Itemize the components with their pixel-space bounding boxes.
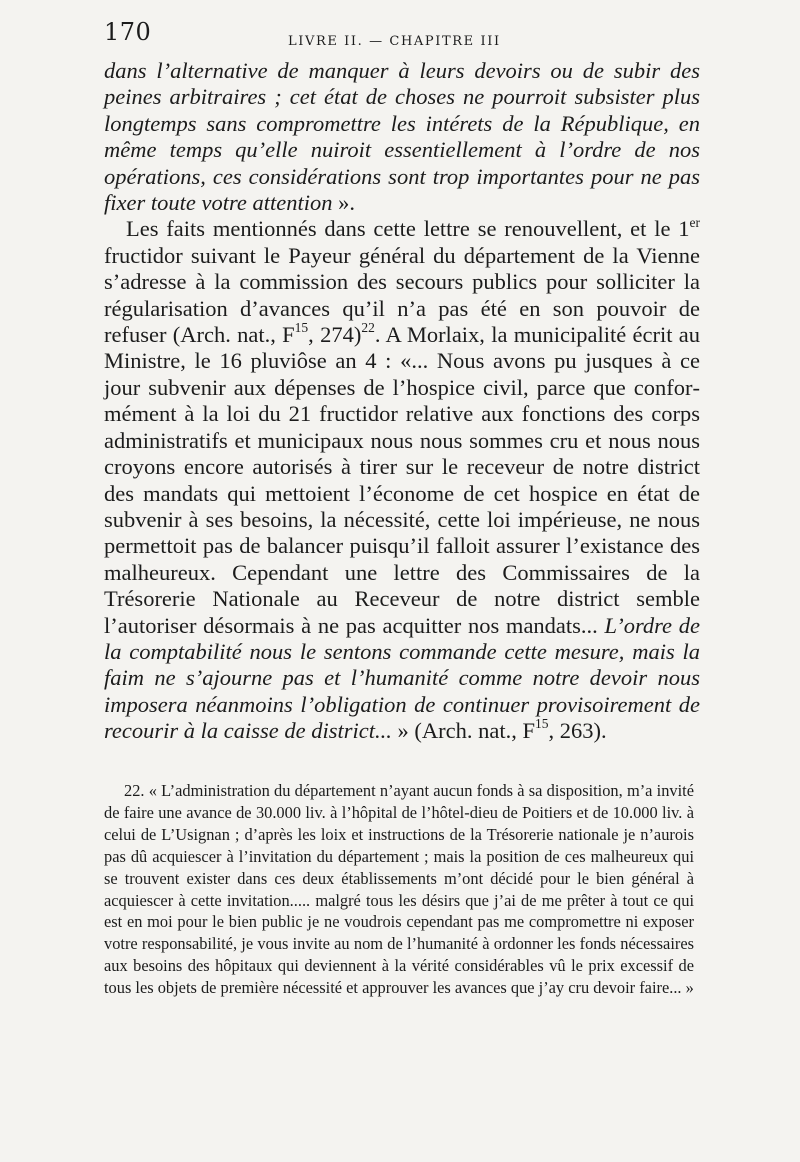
- text-segment: » (Arch. nat., F: [391, 718, 535, 744]
- superscript-f15: 15: [535, 716, 549, 732]
- quote-italic-text: L’ordre de la comptabilité nous le sentons commande cette mesure, mais la faim ne s’ajourne pas et l’humanité comme notre devoir nous imposera néanmoins l’obligation de continuer provisoirement de recourir à la caisse de district...: [104, 612, 700, 744]
- text-segment: Les faits mentionnés dans cette lettre se renouvellent, et le 1: [126, 216, 690, 242]
- superscript-f15: 15: [294, 320, 309, 336]
- paragraph-morlaix: [104, 216, 700, 744]
- superscript-er: er: [689, 214, 700, 230]
- page-header: [104, 18, 698, 58]
- running-head: LIVRE II. — CHAPITRE III: [288, 34, 501, 49]
- text-segment: , 263).: [548, 718, 607, 744]
- paragraph-continued-quote: [104, 58, 700, 216]
- footnote-22: 22. « L’administration du département n’ayant aucun fonds à sa disposition, m’a invité de faire une avance de 30.000 liv. à l’hôpital de l’hôtel-dieu de Poitiers et de 10.000 liv. à celui de L’Usignan ; d’après les loix et instructions de la Trésorerie nationale je n’aurois pas dû acquiescer à l’invitation du département ; mais la position de ces malheureux qui se trouvent exister dans ces deux établissements m’ont décidé pour le bien général à acquiescer à cette invitation..... malgré tous les désirs que j’ai de me prêter à tout ce qui est en moi pour le bien public je ne voudrois cependant pas me compromettre ni exposer votre responsabilité, je vous invite au nom de l’humanité à ordonner les fonds nécessaires aux besoins des hôpitaux qui deviennent à la vérité considérables vû le prix excessif de tous les objets de première nécessité et approuver les avances que j’ay cru devoir faire... »: [104, 781, 694, 998]
- footnote-ref-22: 22: [361, 320, 375, 336]
- page-number: 170: [104, 18, 152, 46]
- text-segment: . A Morlaix, la municipalité écrit au Ministre, le 16 pluviôse an 4 : «... Nous avons pu jusques à ce jour subvenir aux dépenses de l’hospice civil, parce que conformément à la loi du 21 fructidor relative aux fonctions des corps administratifs et municipaux nous nous sommes cru et nous nous croyons encore autorisés à tirer sur le receveur de notre district des mandats qui mettoient l’économe de cet hospice en état de subvenir à ses besoins, la nécessité, cette loi impérieuse, ne nous permettoit pas de balancer puisqu’il falloit assurer l’existance des malheureux. Cependant une lettre des Commissaires de la Trésorerie Nationale au Receveur de notre district semble l’autoriser désormais à ne pas acquitter nos mandats...: [104, 322, 700, 638]
- text-segment: , 274): [308, 322, 362, 348]
- quote-italic-text: dans l’alternative de manquer à leurs devoirs ou de subir des peines arbitraires ; cet état de choses ne pourroit subsister plus longtemps sans compromettre les intérets de la République, en même temps qu’elle nuiroit essentiellement à l’ordre de nos opérations, ces considérations sont trop importantes pour ne pas fixer toute votre attention: [104, 58, 700, 216]
- quote-closing: ».: [332, 190, 355, 216]
- text-segment: fructidor suivant le Payeur général du département de la Vienne s’adresse à la commission des secours publics pour solliciter la régularisation d’avances qu’il n’a pas été en son pouvoir de refuser (Arch. nat., F: [104, 242, 700, 348]
- main-text: [104, 58, 700, 745]
